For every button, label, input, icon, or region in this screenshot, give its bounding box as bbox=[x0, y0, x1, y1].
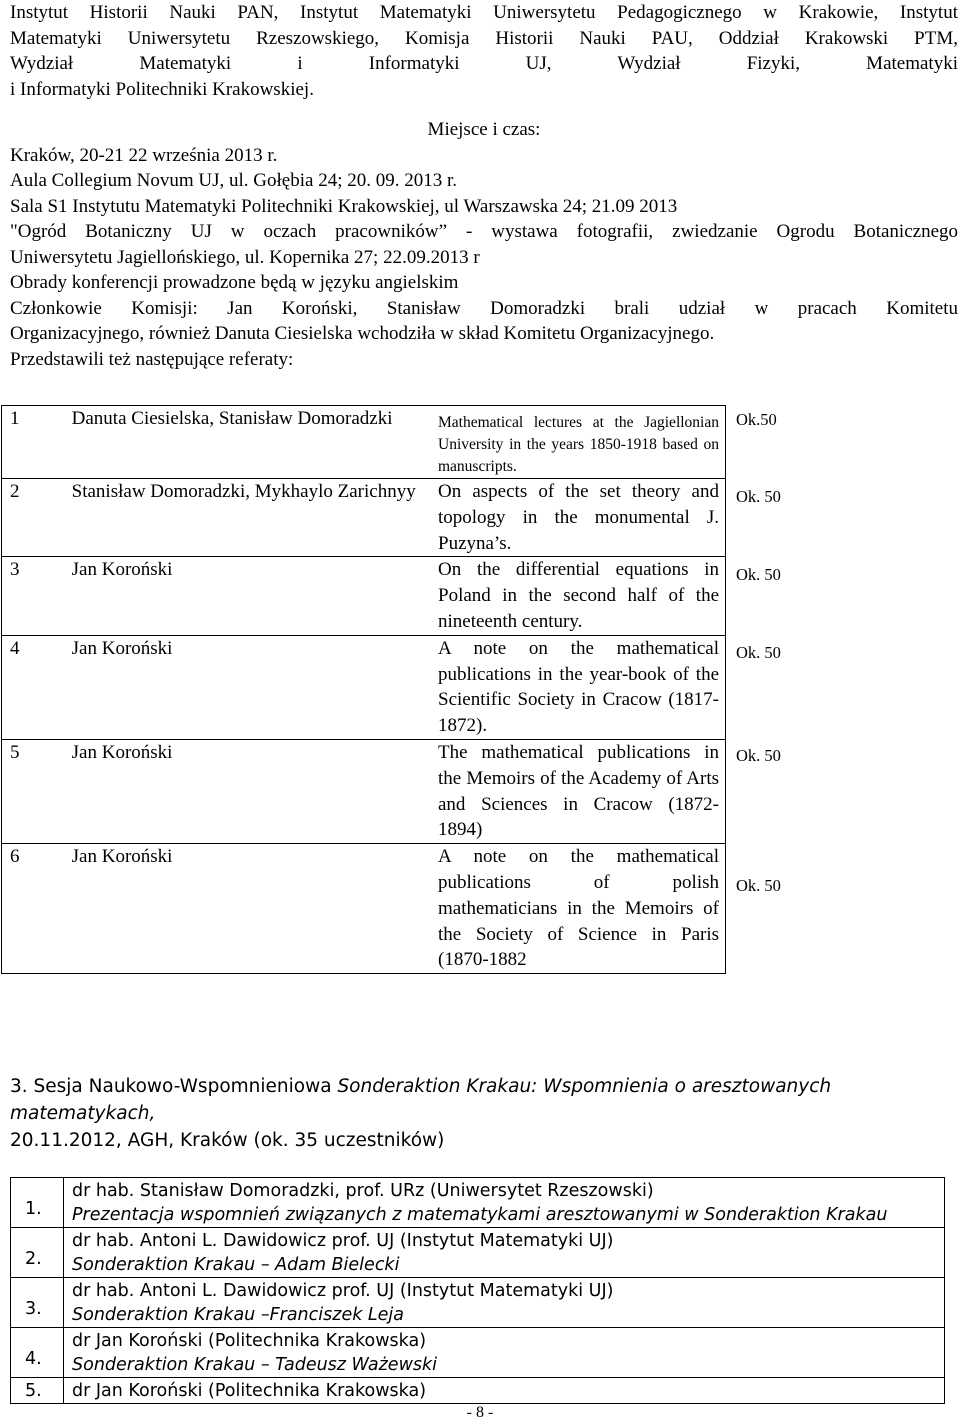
table-row bbox=[2, 479, 726, 557]
table-row bbox=[11, 1378, 945, 1404]
table-row bbox=[11, 1278, 945, 1328]
speaker-name: dr Jan Koroński (Politechnika Krakowska) bbox=[72, 1331, 427, 1351]
speakers-table bbox=[10, 1177, 945, 1404]
table-row bbox=[2, 406, 726, 479]
table-row bbox=[2, 844, 726, 974]
table-row bbox=[2, 635, 726, 739]
talk-title: The mathematical publications in the Memoirs of the Academy of Arts and Sciences in Cracow (1872-1894) bbox=[438, 739, 726, 843]
language-note: Obrady konferencji prowadzone będą w języku angielskim bbox=[10, 272, 459, 293]
place-line-4: "Ogród Botaniczny UJ w oczach pracowników” - wystawa fotografii, zwiedzanie Ogrodu Botanicznego bbox=[10, 221, 958, 242]
place-heading: Miejsce i czas: bbox=[427, 119, 541, 140]
talk-author: Jan Koroński bbox=[72, 844, 438, 974]
speaker-number: 4. bbox=[11, 1328, 64, 1378]
organizers-line-2: Matematyki Uniwersytetu Rzeszowskiego, Komisja Historii Nauki PAU, Oddział Krakowski PTM, bbox=[10, 27, 958, 49]
talk-number: 5 bbox=[2, 739, 72, 843]
organizers-line-4: i Informatyki Politechniki Krakowskiej. bbox=[10, 78, 314, 100]
talk-number: 4 bbox=[2, 635, 72, 739]
organizers-line-1: Instytut Historii Nauki PAN, Instytut Matematyki Uniwersytetu Pedagogicznego w Krakowie, Instytut bbox=[10, 2, 958, 23]
talk-number: 3 bbox=[2, 557, 72, 635]
talk-number: 6 bbox=[2, 844, 72, 974]
speaker-topic: Sonderaktion Krakau –Franciszek Leja bbox=[72, 1305, 405, 1325]
intro-section bbox=[10, 0, 958, 372]
place-line-3: Sala S1 Instytutu Matematyki Politechniki Krakowskiej, ul Warszawska 24; 21.09 2013 bbox=[10, 195, 678, 217]
speaker-topic: Prezentacja wspomnień związanych z matematykami aresztowanymi w Sonderaktion Krakau bbox=[72, 1205, 888, 1225]
talk-author: Jan Koroński bbox=[72, 557, 438, 635]
talk-title: Mathematical lectures at the Jagiellonian University in the years 1850-1918 based on manuscripts. bbox=[438, 406, 726, 479]
talk-author: Jan Koroński bbox=[72, 739, 438, 843]
talk-author: Danuta Ciesielska, Stanisław Domoradzki bbox=[72, 406, 438, 479]
speaker-cell bbox=[64, 1378, 945, 1404]
speaker-number: 5. bbox=[11, 1378, 64, 1404]
talk-title: On aspects of the set theory and topology in the monumental J. Puzyna’s. bbox=[438, 479, 726, 557]
speaker-name: dr hab. Stanisław Domoradzki, prof. URz (Uniwersytet Rzeszowski) bbox=[72, 1181, 654, 1201]
table-row bbox=[11, 1328, 945, 1378]
talk-duration: Ok. 50 bbox=[736, 487, 781, 506]
talk-title: On the differential equations in Poland in the second half of the nineteenth century. bbox=[438, 557, 726, 635]
talks-table bbox=[1, 405, 726, 974]
speaker-number: 2. bbox=[11, 1228, 64, 1278]
speaker-number: 1. bbox=[11, 1178, 64, 1228]
talk-number: 2 bbox=[2, 479, 72, 557]
speaker-name: dr hab. Antoni L. Dawidowicz prof. UJ (Instytut Matematyki UJ) bbox=[72, 1231, 614, 1251]
talk-duration: Ok. 50 bbox=[736, 643, 781, 662]
page-number: - 8 - bbox=[466, 1404, 494, 1421]
place-line-5: Uniwersytetu Jagiellońskiego, ul. Kopernika 27; 22.09.2013 r bbox=[10, 246, 480, 268]
section-3-title: Sonderaktion Krakau: Wspomnienia o aresztowanych matematykach, bbox=[10, 1076, 832, 1124]
talk-duration: Ok. 50 bbox=[736, 746, 781, 765]
section-3-prefix: 3. Sesja Naukowo-Wspomnieniowa bbox=[10, 1076, 338, 1097]
speaker-name: dr Jan Koroński (Politechnika Krakowska) bbox=[72, 1381, 427, 1401]
talk-author: Jan Koroński bbox=[72, 635, 438, 739]
members-line-2: Organizacyjnego, również Danuta Ciesielska wchodziła w skład Komitetu Organizacyjnego. bbox=[10, 323, 715, 344]
organizers-line-3: Wydział Matematyki i Informatyki UJ, Wydział Fizyki, Matematyki bbox=[10, 53, 958, 74]
talk-duration: Ok.50 bbox=[736, 410, 777, 429]
speaker-number: 3. bbox=[11, 1278, 64, 1328]
talks-lead: Przedstawili też następujące referaty: bbox=[10, 348, 294, 370]
talk-title: A note on the mathematical publications of polish mathematicians in the Memoirs of the Society of Science in Paris (1870-1882 bbox=[438, 844, 726, 974]
place-line-1: Kraków, 20-21 22 września 2013 r. bbox=[10, 144, 278, 166]
talk-author: Stanisław Domoradzki, Mykhaylo Zarichnyy bbox=[72, 479, 438, 557]
table-row bbox=[11, 1228, 945, 1278]
speaker-name: dr hab. Antoni L. Dawidowicz prof. UJ (Instytut Matematyki UJ) bbox=[72, 1281, 614, 1301]
speaker-cell bbox=[64, 1328, 945, 1378]
place-line-2: Aula Collegium Novum UJ, ul. Gołębia 24; 20. 09. 2013 r. bbox=[10, 170, 458, 191]
speaker-cell bbox=[64, 1228, 945, 1278]
table-row bbox=[2, 739, 726, 843]
section-3-line-1 bbox=[10, 1073, 958, 1127]
table-row bbox=[2, 557, 726, 635]
talk-title: A note on the mathematical publications in the year-book of the Scientific Society in Cracow (1817-1872). bbox=[438, 635, 726, 739]
table-row bbox=[11, 1178, 945, 1228]
talk-duration: Ok. 50 bbox=[736, 876, 781, 895]
speaker-topic: Sonderaktion Krakau – Adam Bielecki bbox=[72, 1255, 400, 1275]
section-3-line-2: 20.11.2012, AGH, Kraków (ok. 35 uczestników) bbox=[10, 1130, 445, 1151]
speaker-cell bbox=[64, 1178, 945, 1228]
talk-duration: Ok. 50 bbox=[736, 565, 781, 584]
section-3-heading bbox=[10, 1073, 958, 1154]
talk-number: 1 bbox=[2, 406, 72, 479]
speaker-topic: Sonderaktion Krakau – Tadeusz Ważewski bbox=[72, 1355, 437, 1375]
speaker-cell bbox=[64, 1278, 945, 1328]
members-line-1: Członkowie Komisji: Jan Koroński, Stanisław Domoradzki brali udział w pracach Komitetu bbox=[10, 297, 958, 319]
